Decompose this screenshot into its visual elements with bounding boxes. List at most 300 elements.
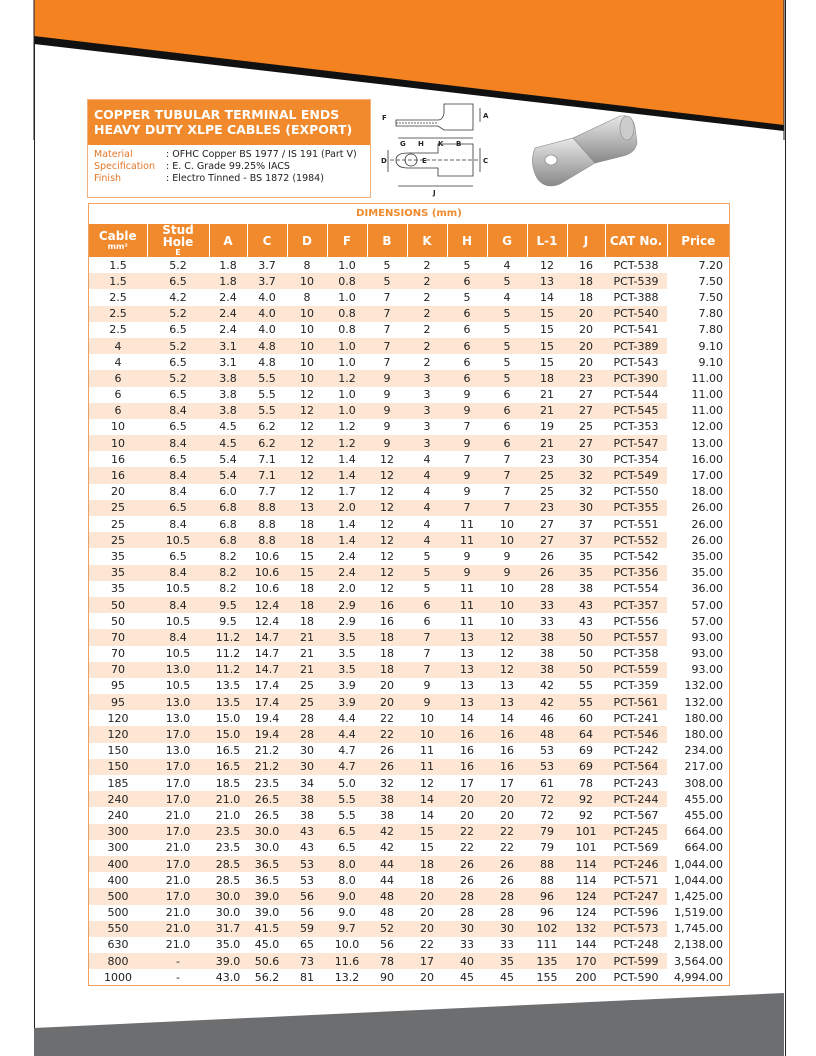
table-cell: 50.6 — [247, 953, 287, 969]
cat-no-cell: PCT-599 — [605, 953, 667, 969]
table-cell: 6 — [89, 403, 147, 419]
table-cell: 30.0 — [215, 906, 241, 920]
table-cell: 17 — [500, 776, 514, 790]
table-cell: 19 — [540, 420, 554, 434]
table-cell: 43.0 — [215, 970, 241, 984]
table-cell: 25 — [111, 517, 125, 531]
table-cell: 11 — [407, 759, 447, 775]
table-cell: 1.2 — [327, 370, 367, 386]
table-cell: 21 — [287, 629, 327, 645]
table-cell: 4.0 — [258, 323, 276, 337]
table-cell: 9 — [447, 467, 487, 483]
table-cell: 9.5 — [209, 597, 247, 613]
table-cell: 9 — [463, 388, 471, 402]
table-cell: 7 — [447, 500, 487, 516]
table-cell: 21.0 — [209, 791, 247, 807]
column-header-label: H — [461, 233, 473, 248]
table-cell: 32 — [380, 776, 394, 790]
table-cell: 23 — [567, 370, 605, 386]
table-cell: 13.5 — [215, 679, 241, 693]
spec-label: Material — [94, 149, 133, 160]
table-cell: 3 — [407, 435, 447, 451]
table-cell: 53 — [540, 744, 554, 758]
table-cell: 101 — [567, 824, 605, 840]
cat-no-cell: PCT-552 — [605, 532, 667, 548]
price-cell: 455.00 — [684, 808, 723, 822]
price-cell: 17.00 — [667, 467, 729, 483]
table-row — [89, 419, 729, 435]
table-cell: 4 — [407, 532, 447, 548]
table-cell: 16 — [367, 597, 407, 613]
cat-no-cell: PCT-354 — [613, 452, 659, 466]
table-cell: 8.4 — [147, 435, 209, 451]
table-row — [89, 807, 729, 823]
column-header-label: Stud Hole — [162, 223, 194, 249]
table-cell: 12 — [540, 258, 554, 272]
price-cell: 11.00 — [667, 370, 729, 386]
price-cell: 57.00 — [667, 597, 729, 613]
table-cell: 28 — [500, 906, 514, 920]
price-cell: 35.00 — [691, 549, 723, 563]
table-cell: 38 — [380, 808, 394, 822]
table-cell: 28.5 — [209, 856, 247, 872]
label-g: G — [400, 140, 406, 148]
table-cell: 3 — [423, 388, 431, 402]
table-cell: 10 — [287, 338, 327, 354]
table-row — [89, 726, 729, 742]
table-cell: 53 — [287, 856, 327, 872]
price-cell: 664.00 — [667, 824, 729, 840]
cat-no-cell: PCT-549 — [605, 467, 667, 483]
table-cell: 2 — [423, 290, 431, 304]
table-cell: 6.2 — [258, 420, 276, 434]
table-cell: 18 — [527, 370, 567, 386]
table-cell: 2 — [423, 258, 431, 272]
spec-value: : Electro Tinned - BS 1872 (1984) — [166, 173, 324, 184]
price-cell: 7.80 — [667, 306, 729, 322]
table-cell: 2 — [407, 338, 447, 354]
table-cell: 8.2 — [219, 549, 237, 563]
table-cell: 33 — [540, 614, 554, 628]
label-c: C — [483, 157, 489, 165]
table-cell: 73 — [287, 953, 327, 969]
table-cell: - — [147, 953, 209, 969]
table-row — [89, 387, 729, 403]
table-cell: 4 — [423, 452, 431, 466]
table-cell: 92 — [567, 791, 605, 807]
table-cell: 88 — [527, 856, 567, 872]
column-header — [567, 224, 605, 257]
column-header-label: L-1 — [536, 233, 558, 248]
table-cell: 72 — [540, 808, 554, 822]
table-row — [89, 856, 729, 872]
table-row — [89, 710, 729, 726]
table-cell: 28 — [287, 726, 327, 742]
table-cell: 26 — [367, 759, 407, 775]
column-header-label: F — [342, 233, 352, 248]
table-row — [89, 484, 729, 500]
column-header — [605, 224, 667, 257]
table-row — [89, 548, 729, 564]
table-cell: 6 — [114, 388, 122, 402]
table-cell: 8.0 — [338, 873, 356, 887]
cat-no-cell: PCT-388 — [613, 290, 659, 304]
table-cell: 11 — [460, 517, 474, 531]
table-cell: 30 — [287, 759, 327, 775]
table-cell: 38 — [287, 791, 327, 807]
label-b: B — [456, 140, 462, 148]
table-cell: 21.0 — [165, 938, 191, 952]
cat-no-cell: PCT-556 — [613, 614, 659, 628]
table-cell: 32 — [579, 485, 593, 499]
table-cell: 2 — [423, 355, 431, 369]
table-cell: 12.4 — [247, 597, 287, 613]
table-cell: 13 — [460, 679, 474, 693]
table-cell: 45.0 — [254, 938, 280, 952]
table-cell: 7 — [367, 338, 407, 354]
table-cell: 15 — [287, 565, 327, 581]
table-cell: 5.0 — [338, 776, 356, 790]
table-cell: 72 — [527, 791, 567, 807]
table-cell: 11 — [420, 744, 434, 758]
table-cell: 5.2 — [147, 370, 209, 386]
table-cell: 56.2 — [254, 970, 280, 984]
table-cell: 50 — [567, 662, 605, 678]
table-cell: 8 — [303, 290, 311, 304]
table-cell: 4.8 — [247, 338, 287, 354]
table-cell: 26 — [540, 549, 554, 563]
table-cell: 0.8 — [327, 306, 367, 322]
table-cell: 3.8 — [209, 370, 247, 386]
table-cell: 630 — [107, 938, 129, 952]
table-row — [89, 532, 729, 548]
table-cell: 13 — [447, 629, 487, 645]
table-cell: 10 — [287, 306, 327, 322]
table-cell: 44 — [380, 873, 394, 887]
table-cell: - — [176, 970, 180, 984]
table-cell: 10.6 — [247, 565, 287, 581]
table-cell: 6.5 — [338, 841, 356, 855]
table-cell: 11.2 — [209, 629, 247, 645]
table-cell: 30.0 — [254, 841, 280, 855]
table-cell: 120 — [89, 726, 147, 742]
table-cell: 8.4 — [147, 629, 209, 645]
table-cell: 2.5 — [109, 323, 127, 337]
cat-no-cell: PCT-547 — [605, 435, 667, 451]
cat-no-cell: PCT-541 — [613, 323, 659, 337]
table-cell: 7 — [463, 452, 471, 466]
table-cell: 16 — [487, 726, 527, 742]
table-cell: 38 — [300, 808, 314, 822]
table-cell: 17.4 — [254, 679, 280, 693]
table-cell: 5.5 — [258, 388, 276, 402]
table-cell: 38 — [527, 629, 567, 645]
table-cell: 13.0 — [165, 744, 191, 758]
table-cell: 39.0 — [254, 906, 280, 920]
table-row — [89, 338, 729, 354]
table-row — [89, 694, 729, 710]
table-cell: 19.4 — [247, 726, 287, 742]
table-cell: 12 — [380, 549, 394, 563]
table-cell: 28 — [300, 711, 314, 725]
cat-no-cell: PCT-538 — [613, 258, 659, 272]
table-cell: 21.0 — [165, 906, 191, 920]
label-f: F — [382, 114, 387, 122]
table-cell: 4 — [407, 500, 447, 516]
cat-no-cell: PCT-353 — [613, 420, 659, 434]
table-cell: 56 — [380, 938, 394, 952]
table-cell: 17.0 — [147, 791, 209, 807]
table-cell: 22 — [447, 824, 487, 840]
table-cell: 28 — [487, 888, 527, 904]
table-cell: 78 — [579, 776, 593, 790]
table-cell: 26.5 — [247, 791, 287, 807]
column-header — [667, 224, 729, 257]
table-cell: 39.0 — [209, 953, 247, 969]
label-h: H — [418, 140, 424, 148]
table-cell: 9 — [367, 370, 407, 386]
table-cell: 43 — [579, 614, 593, 628]
table-cell: 2.4 — [338, 549, 356, 563]
table-cell: 150 — [107, 744, 129, 758]
table-cell: 1.2 — [327, 435, 367, 451]
cat-no-cell: PCT-561 — [605, 694, 667, 710]
table-cell: 7 — [383, 355, 391, 369]
table-cell: 30 — [300, 744, 314, 758]
column-header — [407, 224, 447, 257]
table-cell: 50 — [89, 597, 147, 613]
table-cell: 17 — [407, 953, 447, 969]
table-row — [89, 824, 729, 840]
table-cell: 8.4 — [147, 403, 209, 419]
table-cell: 2 — [407, 273, 447, 289]
spec-label: Specification — [94, 161, 155, 172]
table-cell: 16 — [380, 614, 394, 628]
table-cell: 1.0 — [327, 338, 367, 354]
table-cell: 16.5 — [209, 759, 247, 775]
table-cell: 25 — [527, 467, 567, 483]
label-d: D — [381, 157, 387, 165]
table-cell: 11.2 — [209, 662, 247, 678]
table-cell: 6 — [447, 338, 487, 354]
table-cell: 28 — [540, 582, 554, 596]
price-cell: 1,745.00 — [667, 921, 729, 937]
column-header-label: J — [583, 233, 589, 248]
table-cell: 101 — [575, 841, 597, 855]
table-cell: 9 — [383, 420, 391, 434]
table-cell: 22 — [460, 841, 474, 855]
table-cell: 6 — [447, 370, 487, 386]
table-cell: 2 — [407, 306, 447, 322]
table-cell: 35 — [89, 565, 147, 581]
cat-no-cell: PCT-543 — [613, 355, 659, 369]
table-cell: 7 — [487, 467, 527, 483]
table-cell: 3.8 — [209, 403, 247, 419]
table-cell: 2.0 — [338, 582, 356, 596]
table-row — [89, 662, 729, 678]
table-cell: 8.2 — [219, 582, 237, 596]
table-cell: 35 — [487, 953, 527, 969]
table-cell: 10.6 — [254, 582, 280, 596]
title-line-2: HEAVY DUTY XLPE CABLES (EXPORT) — [94, 122, 353, 137]
table-cell: 9 — [447, 435, 487, 451]
table-cell: 42 — [527, 694, 567, 710]
table-cell: 2 — [423, 323, 431, 337]
table-cell: 20 — [567, 306, 605, 322]
price-cell: 4,994.00 — [674, 970, 723, 984]
table-cell: 6.5 — [169, 323, 187, 337]
table-cell: 35 — [111, 582, 125, 596]
cat-no-cell: PCT-544 — [613, 388, 659, 402]
table-cell: 6 — [447, 273, 487, 289]
table-cell: 96 — [540, 906, 554, 920]
table-cell: 135 — [527, 953, 567, 969]
price-cell: 12.00 — [691, 420, 723, 434]
table-cell: 7 — [383, 323, 391, 337]
price-cell: 93.00 — [667, 629, 729, 645]
cat-no-cell: PCT-390 — [605, 370, 667, 386]
table-cell: 3.9 — [327, 694, 367, 710]
price-cell: 36.00 — [691, 582, 723, 596]
table-cell: 15 — [300, 549, 314, 563]
table-row — [89, 500, 729, 516]
table-cell: 35 — [579, 549, 593, 563]
table-cell: 16 — [447, 759, 487, 775]
table-cell: 50 — [567, 629, 605, 645]
table-cell: 23.5 — [209, 824, 247, 840]
price-cell: 26.00 — [667, 500, 729, 516]
table-cell: 20 — [407, 921, 447, 937]
table-cell: 5 — [503, 355, 511, 369]
table-cell: 500 — [107, 906, 129, 920]
dimensions-caption: DIMENSIONS (mm) — [356, 208, 462, 219]
table-cell: 4.2 — [169, 290, 187, 304]
table-cell: 21 — [300, 647, 314, 661]
table-cell: 2.0 — [327, 500, 367, 516]
table-cell: 15 — [540, 355, 554, 369]
table-cell: 10 — [287, 370, 327, 386]
table-cell: 27 — [540, 517, 554, 531]
table-cell: 114 — [575, 873, 597, 887]
table-cell: 70 — [89, 629, 147, 645]
price-cell: 11.00 — [667, 403, 729, 419]
table-cell: 1.0 — [338, 388, 356, 402]
spec-value: : OFHC Copper BS 1977 / IS 191 (Part V) — [166, 149, 357, 160]
table-cell: 17 — [460, 776, 474, 790]
table-header-row — [89, 224, 729, 257]
table-cell: 1.4 — [327, 467, 367, 483]
table-cell: 13 — [460, 647, 474, 661]
table-cell: 4.5 — [209, 435, 247, 451]
label-e: E — [422, 157, 427, 165]
table-cell: 10 — [300, 355, 314, 369]
table-cell: 30 — [567, 500, 605, 516]
table-cell: 18 — [567, 273, 605, 289]
table-cell: 4.7 — [338, 744, 356, 758]
table-cell: 5.5 — [247, 370, 287, 386]
table-row — [89, 435, 729, 451]
spec-specification — [94, 161, 364, 173]
table-row — [89, 953, 729, 969]
table-cell: 18 — [300, 582, 314, 596]
table-cell: 300 — [89, 824, 147, 840]
table-cell: 70 — [111, 647, 125, 661]
table-cell: 33 — [527, 597, 567, 613]
table-cell: 12 — [367, 565, 407, 581]
table-cell: 9 — [423, 679, 431, 693]
table-cell: 12 — [380, 517, 394, 531]
price-cell: 217.00 — [667, 759, 729, 775]
table-cell: 4.8 — [258, 355, 276, 369]
table-cell: 37 — [567, 532, 605, 548]
table-cell: 56 — [300, 906, 314, 920]
table-cell: 1.0 — [338, 290, 356, 304]
table-cell: 53 — [527, 759, 567, 775]
column-header-label: CAT No. — [609, 233, 663, 248]
table-cell: 14.7 — [247, 662, 287, 678]
table-cell: 10.5 — [165, 614, 191, 628]
table-cell: 20 — [567, 338, 605, 354]
table-cell: 9 — [463, 485, 471, 499]
table-cell: 200 — [575, 970, 597, 984]
table-cell: 30 — [447, 921, 487, 937]
table-cell: 11 — [460, 614, 474, 628]
table-row — [89, 872, 729, 888]
table-cell: 3.9 — [338, 679, 356, 693]
table-cell: 2.4 — [219, 290, 237, 304]
table-cell: 26 — [500, 873, 514, 887]
table-cell: 102 — [527, 921, 567, 937]
price-cell: 26.00 — [667, 532, 729, 548]
table-cell: 240 — [89, 791, 147, 807]
table-cell: 18 — [407, 856, 447, 872]
table-cell: 26 — [527, 565, 567, 581]
table-cell: 21 — [527, 403, 567, 419]
table-cell: 12 — [287, 435, 327, 451]
table-cell: 12 — [487, 629, 527, 645]
table-cell: 70 — [89, 662, 147, 678]
table-row — [89, 678, 729, 694]
cat-no-cell: PCT-551 — [613, 517, 659, 531]
table-cell: 7.1 — [247, 467, 287, 483]
table-cell: 124 — [567, 888, 605, 904]
table-cell: 300 — [107, 841, 129, 855]
table-cell: 11.6 — [327, 953, 367, 969]
table-cell: 14 — [407, 791, 447, 807]
price-cell: 180.00 — [684, 711, 723, 725]
table-cell: 15.0 — [215, 711, 241, 725]
table-cell: 14 — [500, 711, 514, 725]
table-cell: 55 — [579, 679, 593, 693]
cat-no-cell: PCT-550 — [613, 485, 659, 499]
price-cell: 3,564.00 — [667, 953, 729, 969]
table-cell: 43 — [567, 597, 605, 613]
table-cell: 43 — [300, 841, 314, 855]
table-cell: 9 — [463, 549, 471, 563]
table-cell: 38 — [367, 791, 407, 807]
table-cell: 13.0 — [165, 711, 191, 725]
table-cell: 25 — [300, 679, 314, 693]
table-cell: 9 — [487, 565, 527, 581]
table-cell: 12 — [287, 467, 327, 483]
table-cell: 41.5 — [247, 921, 287, 937]
cat-no-cell: PCT-245 — [605, 824, 667, 840]
table-cell: 15 — [407, 824, 447, 840]
table-cell: 7 — [503, 485, 511, 499]
table-cell: 30 — [579, 452, 593, 466]
table-cell: 13.0 — [147, 694, 209, 710]
cat-no-cell: PCT-573 — [605, 921, 667, 937]
